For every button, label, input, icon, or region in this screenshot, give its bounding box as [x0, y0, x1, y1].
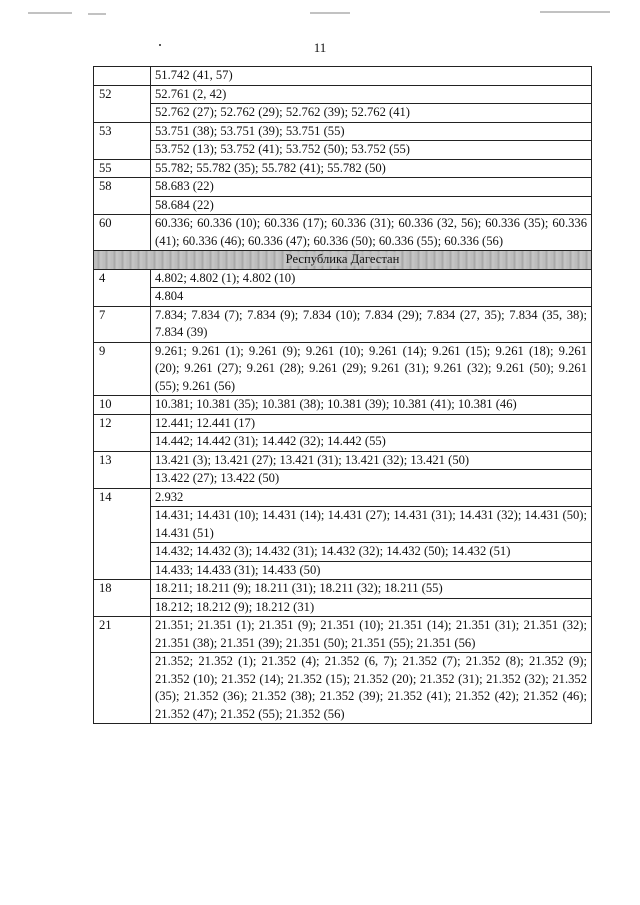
- section-number-cell: 7: [94, 306, 151, 342]
- codes-table: [93, 66, 592, 724]
- codes-cell: 53.752 (13); 53.752 (41); 53.752 (50); 53.752 (55): [151, 141, 592, 160]
- table-row: [94, 543, 592, 562]
- region-name: Республика Дагестан: [285, 252, 400, 266]
- codes-cell: 4.804: [151, 288, 592, 307]
- region-header-row: [94, 251, 592, 270]
- codes-cell: 13.422 (27); 13.422 (50): [151, 470, 592, 489]
- section-number-cell: 14: [94, 488, 151, 580]
- codes-cell: 14.442; 14.442 (31); 14.442 (32); 14.442 (55): [151, 433, 592, 452]
- table-row: [94, 433, 592, 452]
- codes-cell: 9.261; 9.261 (1); 9.261 (9); 9.261 (10); 9.261 (14); 9.261 (15); 9.261 (18); 9.261 (20); 9.261 (27); 9.261 (28); 9.261 (29); 9.261 (31); 9.261 (32); 9.261 (50); 9.261 (55); 9.261 (56): [151, 342, 592, 396]
- table-row: [94, 196, 592, 215]
- table-row: [94, 288, 592, 307]
- table-row: [94, 67, 592, 86]
- codes-cell: 7.834; 7.834 (7); 7.834 (9); 7.834 (10); 7.834 (29); 7.834 (27, 35); 7.834 (35, 38); 7.834 (39): [151, 306, 592, 342]
- table-row: [94, 598, 592, 617]
- codes-cell: 55.782; 55.782 (35); 55.782 (41); 55.782 (50): [151, 159, 592, 178]
- table-row: [94, 414, 592, 433]
- section-number-cell: 60: [94, 215, 151, 251]
- codes-cell: 60.336; 60.336 (10); 60.336 (17); 60.336 (31); 60.336 (32, 56); 60.336 (35); 60.336 (41); 60.336 (46); 60.336 (47); 60.336 (50); 60.336 (55); 60.336 (56): [151, 215, 592, 251]
- table-row: [94, 507, 592, 543]
- scan-artifact: [28, 12, 72, 14]
- section-number-cell: [94, 67, 151, 86]
- section-number-cell: 58: [94, 178, 151, 215]
- table-row: [94, 104, 592, 123]
- table-row: [94, 215, 592, 251]
- codes-cell: 2.932: [151, 488, 592, 507]
- codes-cell: 18.211; 18.211 (9); 18.211 (31); 18.211 (32); 18.211 (55): [151, 580, 592, 599]
- region-header-cell: [94, 251, 592, 270]
- table-row: [94, 306, 592, 342]
- table-row: [94, 653, 592, 724]
- codes-cell: 13.421 (3); 13.421 (27); 13.421 (31); 13.421 (32); 13.421 (50): [151, 451, 592, 470]
- table-row: [94, 178, 592, 197]
- table-row: [94, 269, 592, 288]
- table-row: [94, 342, 592, 396]
- table-row: [94, 85, 592, 104]
- codes-cell: 58.684 (22): [151, 196, 592, 215]
- table-row: [94, 580, 592, 599]
- table-row: [94, 141, 592, 160]
- section-number-cell: 13: [94, 451, 151, 488]
- table-row: [94, 122, 592, 141]
- table-row: [94, 396, 592, 415]
- codes-cell: 21.351; 21.351 (1); 21.351 (9); 21.351 (10); 21.351 (14); 21.351 (31); 21.351 (32); 21.351 (38); 21.351 (39); 21.351 (50); 21.351 (55); 21.351 (56): [151, 617, 592, 653]
- codes-cell: 14.433; 14.433 (31); 14.433 (50): [151, 561, 592, 580]
- codes-cell: 58.683 (22): [151, 178, 592, 197]
- table-row: [94, 451, 592, 470]
- section-number-cell: 53: [94, 122, 151, 159]
- page-number: 11: [313, 40, 327, 55]
- table-row: [94, 561, 592, 580]
- section-number-cell: 10: [94, 396, 151, 415]
- codes-cell: 10.381; 10.381 (35); 10.381 (38); 10.381 (39); 10.381 (41); 10.381 (46): [151, 396, 592, 415]
- codes-cell: 53.751 (38); 53.751 (39); 53.751 (55): [151, 122, 592, 141]
- scan-artifact: [540, 11, 610, 13]
- section-number-cell: 9: [94, 342, 151, 396]
- section-number-cell: 52: [94, 85, 151, 122]
- section-number-cell: 4: [94, 269, 151, 306]
- scan-artifact: [310, 12, 350, 14]
- codes-cell: 4.802; 4.802 (1); 4.802 (10): [151, 269, 592, 288]
- codes-cell: 52.761 (2, 42): [151, 85, 592, 104]
- table-row: [94, 470, 592, 489]
- table-row: [94, 488, 592, 507]
- codes-cell: 52.762 (27); 52.762 (29); 52.762 (39); 52.762 (41): [151, 104, 592, 123]
- codes-cell: 12.441; 12.441 (17): [151, 414, 592, 433]
- codes-table-body: [94, 67, 592, 724]
- table-row: [94, 617, 592, 653]
- table-row: [94, 159, 592, 178]
- section-number-cell: 12: [94, 414, 151, 451]
- codes-cell: 51.742 (41, 57): [151, 67, 592, 86]
- codes-cell: 21.352; 21.352 (1); 21.352 (4); 21.352 (6, 7); 21.352 (7); 21.352 (8); 21.352 (9); 21.352 (10); 21.352 (14); 21.352 (15); 21.352 (20); 21.352 (31); 21.352 (32); 21.352 (35); 21.352 (36); 21.352 (38); 21.352 (39); 21.352 (41); 21.352 (42); 21.352 (46); 21.352 (47); 21.352 (55); 21.352 (56): [151, 653, 592, 724]
- section-number-cell: 55: [94, 159, 151, 178]
- scan-artifact: [88, 13, 106, 15]
- codes-cell: 14.431; 14.431 (10); 14.431 (14); 14.431 (27); 14.431 (31); 14.431 (32); 14.431 (50); 14.431 (51): [151, 507, 592, 543]
- section-number-cell: 21: [94, 617, 151, 724]
- codes-cell: 18.212; 18.212 (9); 18.212 (31): [151, 598, 592, 617]
- section-number-cell: 18: [94, 580, 151, 617]
- codes-cell: 14.432; 14.432 (3); 14.432 (31); 14.432 (32); 14.432 (50); 14.432 (51): [151, 543, 592, 562]
